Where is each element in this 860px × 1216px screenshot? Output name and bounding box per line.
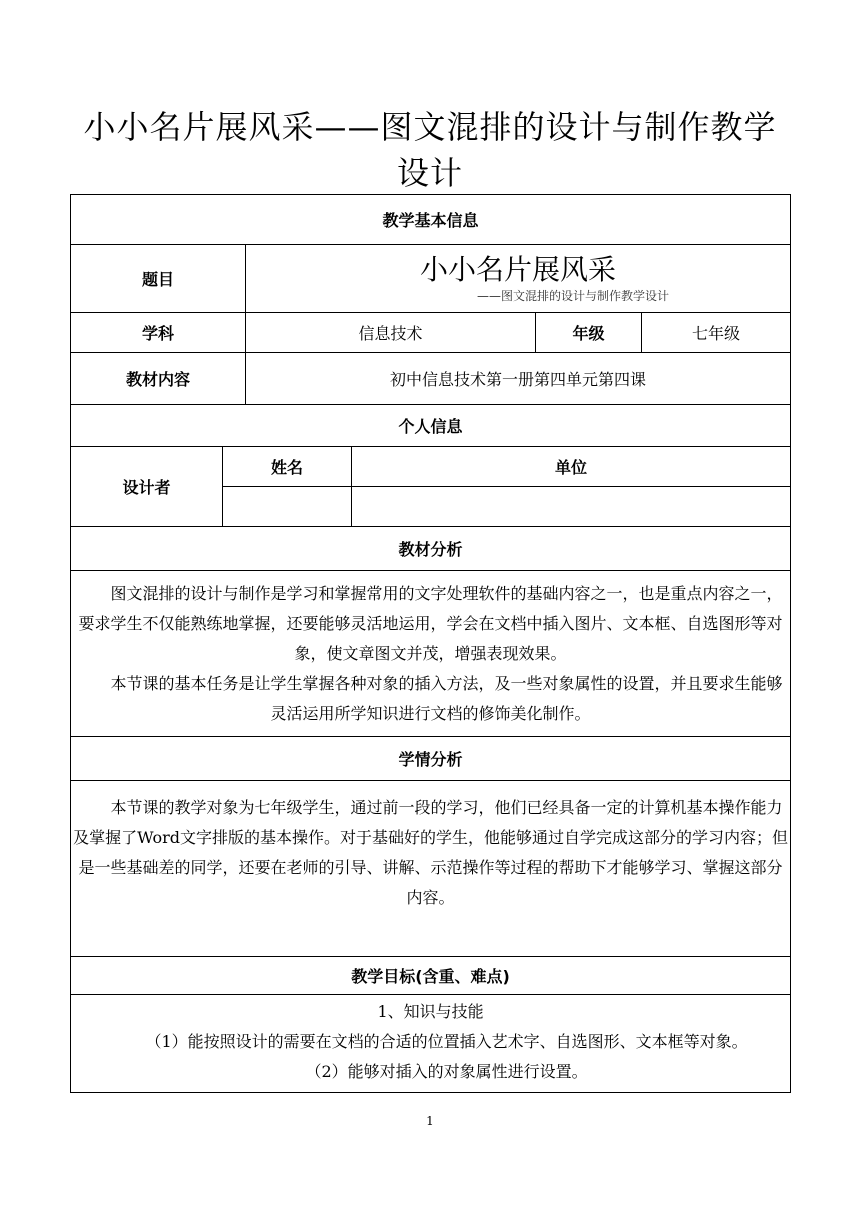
document-title: 小小名片展风采——图文混排的设计与制作教学设计	[83, 108, 777, 192]
topic-main-title: 小小名片展风采	[420, 252, 617, 286]
lesson-plan-table	[70, 194, 791, 1093]
teaching-goals-header: 教学目标(含重、难点)	[71, 957, 791, 995]
name-value	[223, 487, 352, 527]
topic-cell	[246, 245, 791, 313]
goal-item-1-1: （1）能按照设计的需要在文档的合适的位置插入艺术字、自选图形、文本框等对象。	[145, 1032, 748, 1051]
subject-label: 学科	[71, 313, 246, 353]
topic-label: 题目	[71, 245, 246, 313]
goal-item-1: 1、知识与技能	[377, 1002, 484, 1021]
textbook-analysis-header: 教材分析	[71, 527, 791, 571]
goal-item-1-2: （2）能够对插入的对象属性进行设置。	[305, 1062, 588, 1081]
name-label: 姓名	[223, 447, 352, 487]
teaching-goals-body	[71, 995, 791, 1093]
textbook-label: 教材内容	[71, 353, 246, 405]
analysis-paragraph-1: 图文混排的设计与制作是学习和掌握常用的文字处理软件的基础内容之一，也是重点内容之一，要求学生不仅能熟练地掌握，还要能够灵活地运用，学会在文档中插入图片、文本框、自选图形等对象，使文章图文并茂，增强表现效果。	[78, 583, 783, 663]
page-number: 1	[426, 1114, 434, 1128]
textbook-value: 初中信息技术第一册第四单元第四课	[246, 353, 791, 405]
grade-value: 七年级	[642, 313, 791, 353]
learner-paragraph-1: 本节课的教学对象为七年级学生，通过前一段的学习，他们已经具备一定的计算机基本操作能力及掌握了Word文字排版的基本操作。对于基础好的学生，他能够通过自学完成这部分的学习内容；但是一些基础差的同学，还要在老师的引导、讲解、示范操作等过程的帮助下才能够学习、掌握这部分内容。	[73, 798, 788, 907]
textbook-analysis-body	[71, 571, 791, 737]
unit-value	[352, 487, 791, 527]
designer-label: 设计者	[71, 447, 223, 527]
learner-analysis-body	[71, 781, 791, 957]
analysis-paragraph-2: 本节课的基本任务是让学生掌握各种对象的插入方法，及一些对象属性的设置，并且要求生能够灵活运用所学知识进行文档的修饰美化制作。	[110, 673, 783, 723]
personal-info-header: 个人信息	[71, 405, 791, 447]
basic-info-header: 教学基本信息	[71, 195, 791, 245]
unit-label: 单位	[352, 447, 791, 487]
topic-subtitle: ——图文混排的设计与制作教学设计	[477, 288, 670, 303]
subject-value: 信息技术	[246, 313, 536, 353]
grade-label: 年级	[536, 313, 642, 353]
learner-analysis-header: 学情分析	[71, 737, 791, 781]
